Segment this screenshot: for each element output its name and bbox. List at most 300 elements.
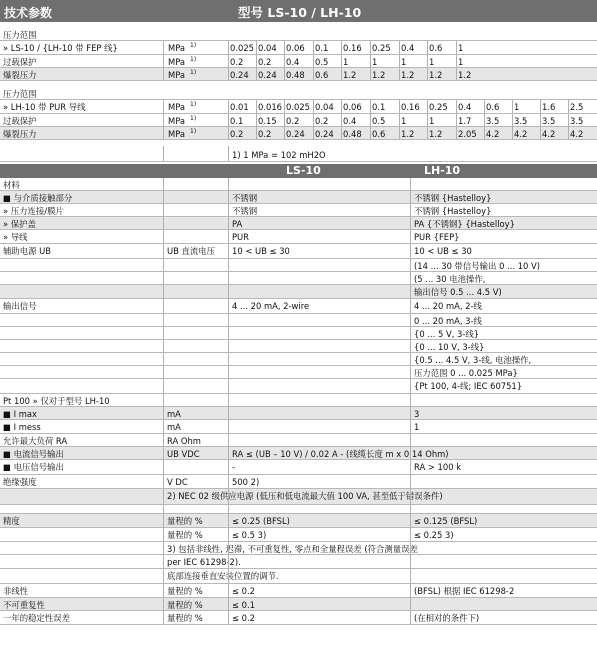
value-cell: 0.15: [258, 116, 277, 126]
spec-unit: 3) 包括非线性, 迟滞, 不可重复性, 零点和全量程误差 (符合测量误差: [167, 544, 418, 554]
spec-label: » 保护盖: [3, 219, 36, 229]
value-cell: 1.2: [343, 70, 357, 80]
pressure-row: [0, 41, 597, 55]
value-cell: 1: [372, 57, 378, 67]
cell-divider: [228, 217, 229, 229]
spec-row: [0, 340, 597, 353]
cell-divider: [228, 244, 229, 258]
cell-divider: [410, 379, 411, 393]
spec-row: [0, 272, 597, 285]
value-cell: 0.2: [286, 116, 300, 126]
cell-divider: [370, 114, 371, 126]
cell-divider: [163, 366, 164, 378]
cell-divider: [410, 447, 411, 459]
spec-unit: RA Ohm: [167, 436, 201, 446]
spec-lh-value: 输出信号 0.5 ... 4.5 V): [414, 287, 502, 297]
spec-lh-value: 不锈钢 {Hastelloy}: [414, 193, 492, 203]
cell-divider: [163, 285, 164, 298]
unit-label: MPa: [168, 102, 186, 112]
spec-row: [0, 514, 597, 528]
cell-divider: [410, 505, 411, 513]
cell-divider: [163, 420, 164, 433]
cell-divider: [228, 259, 229, 271]
cell-divider: [568, 100, 569, 113]
cell-divider: [410, 394, 411, 406]
cell-divider: [456, 100, 457, 113]
cell-divider: [228, 569, 229, 583]
cell-divider: [427, 100, 428, 113]
cell-divider: [427, 68, 428, 80]
cell-divider: [410, 611, 411, 624]
pressure-row: [0, 100, 597, 114]
footnote-row: [0, 146, 597, 162]
cell-divider: [163, 542, 164, 554]
spec-ls-value: ≤ 0.5 3): [232, 530, 267, 540]
pressure-row: [0, 68, 597, 81]
cell-divider: [399, 114, 400, 126]
spec-lh-value: 0 ... 20 mA, 3-线: [414, 316, 482, 326]
spec-unit: 量程的 %: [167, 586, 203, 596]
spec-row: [0, 611, 597, 625]
cell-divider: [484, 127, 485, 139]
value-cell: 0.24: [315, 129, 334, 139]
row-label: 过载保护: [3, 116, 37, 126]
value-cell: 2.05: [458, 129, 477, 139]
cell-divider: [410, 528, 411, 541]
row-label: » LH-10 带 PUR 导线: [3, 102, 86, 112]
cell-divider: [410, 204, 411, 216]
value-cell: 0.16: [401, 102, 420, 112]
value-cell: 0.4: [286, 57, 300, 67]
unit-label: MPa: [168, 43, 186, 53]
cell-divider: [568, 114, 569, 126]
spec-row: [0, 420, 597, 434]
spec-row: [0, 379, 597, 394]
cell-divider: [163, 379, 164, 393]
cell-divider: [284, 100, 285, 113]
spec-row: [0, 460, 597, 475]
cell-divider: [228, 394, 229, 406]
value-cell: 0.48: [286, 70, 305, 80]
cell-divider: [228, 528, 229, 541]
cell-divider: [456, 68, 457, 80]
cell-divider: [163, 41, 164, 54]
spec-row: [0, 314, 597, 327]
spec-row: [0, 191, 597, 204]
cell-divider: [410, 584, 411, 597]
cell-divider: [228, 447, 229, 459]
value-cell: 0.2: [230, 129, 244, 139]
cell-divider: [484, 100, 485, 113]
value-cell: 0.06: [343, 102, 362, 112]
cell-divider: [410, 420, 411, 433]
cell-divider: [456, 41, 457, 54]
cell-divider: [410, 407, 411, 419]
cell-divider: [410, 598, 411, 610]
value-cell: 1: [458, 43, 464, 53]
cell-divider: [427, 41, 428, 54]
cell-divider: [163, 555, 164, 568]
cell-divider: [512, 127, 513, 139]
spec-label: 一年的稳定性误差: [3, 613, 70, 623]
value-cell: 1.2: [372, 70, 386, 80]
cell-divider: [313, 114, 314, 126]
value-cell: 1.2: [401, 70, 415, 80]
spec-label: 精度: [3, 516, 20, 526]
cell-divider: [163, 528, 164, 541]
spec-row: [0, 217, 597, 230]
spec-ls-value: -: [232, 462, 236, 472]
spec-lh-value: 1: [414, 422, 420, 432]
cell-divider: [410, 475, 411, 488]
cell-divider: [163, 191, 164, 203]
cell-divider: [163, 299, 164, 313]
spec-row: [0, 366, 597, 379]
pressure-row: [0, 55, 597, 68]
cell-divider: [163, 100, 164, 113]
cell-divider: [341, 41, 342, 54]
spec-label: ■ I max: [3, 409, 37, 419]
cell-divider: [540, 114, 541, 126]
value-cell: 0.25: [372, 43, 391, 53]
value-cell: 1.2: [401, 129, 415, 139]
cell-divider: [313, 127, 314, 139]
spec-label: ■ 与介质接触部分: [3, 193, 73, 203]
cell-divider: [228, 340, 229, 352]
cell-divider: [163, 146, 164, 161]
cell-divider: [228, 475, 229, 488]
spec-row: [0, 447, 597, 460]
cell-divider: [163, 244, 164, 258]
spec-row: [0, 475, 597, 489]
cell-divider: [228, 379, 229, 393]
spec-row: [0, 353, 597, 366]
spec-lh-value: (BFSL) 根据 IEC 61298-2: [414, 586, 515, 596]
value-cell: 0.24: [258, 70, 277, 80]
cell-divider: [399, 100, 400, 113]
spec-label: 非线性: [3, 586, 29, 596]
unit-label: MPa: [168, 57, 186, 67]
value-cell: 0.24: [230, 70, 249, 80]
spec-row: [0, 407, 597, 420]
value-cell: 4.2: [542, 129, 556, 139]
row-label: 爆裂压力: [3, 70, 37, 80]
value-cell: 0.6: [372, 129, 386, 139]
cell-divider: [228, 68, 229, 80]
cell-divider: [163, 327, 164, 339]
cell-divider: [313, 100, 314, 113]
cell-divider: [284, 41, 285, 54]
spec-lh-value: 3: [414, 409, 420, 419]
spec-ls-value: ≤ 0.1: [232, 600, 255, 610]
spec-lh-value: PUR {FEP}: [414, 232, 460, 242]
footnote-mark: 1): [190, 115, 197, 122]
spec-ls-value: ≤ 0.2: [232, 613, 255, 623]
cell-divider: [163, 127, 164, 139]
value-cell: 1.6: [542, 102, 556, 112]
spec-unit: 2) NEC 02 级供应电源 (低压和低电流最大值 100 VA, 甚至低于错误条件): [167, 491, 443, 501]
cell-divider: [163, 475, 164, 488]
cell-divider: [410, 259, 411, 271]
value-cell: 4.2: [570, 129, 584, 139]
cell-divider: [512, 114, 513, 126]
value-cell: 1: [401, 116, 407, 126]
cell-divider: [410, 340, 411, 352]
spec-lh-value: 10 < UB ≤ 30: [414, 246, 472, 256]
spec-unit: 底部连接垂直安装位置的调节.: [167, 571, 279, 581]
cell-divider: [163, 204, 164, 216]
spec-unit: 量程的 %: [167, 613, 203, 623]
spec-lh-value: {0 ... 5 V, 3-线}: [414, 329, 480, 339]
cell-divider: [163, 598, 164, 610]
spec-row: [0, 542, 597, 555]
value-cell: 0.6: [486, 102, 500, 112]
col-lh-title: LH-10: [424, 164, 461, 177]
value-cell: 0.5: [315, 57, 329, 67]
spec-unit: 量程的 %: [167, 600, 203, 610]
spec-unit: UB VDC: [167, 449, 200, 459]
spec-row: [0, 299, 597, 314]
cell-divider: [341, 127, 342, 139]
cell-divider: [341, 68, 342, 80]
value-cell: 1: [343, 57, 349, 67]
cell-divider: [163, 447, 164, 459]
value-cell: 0.4: [401, 43, 415, 53]
cell-divider: [163, 489, 164, 504]
value-cell: 0.04: [258, 43, 277, 53]
cell-divider: [313, 55, 314, 67]
spec-row: [0, 505, 597, 514]
cell-divider: [228, 505, 229, 513]
spec-label: 材料: [3, 180, 20, 190]
spec-row: [0, 327, 597, 340]
value-cell: 0.04: [315, 102, 334, 112]
row-label: 过载保护: [3, 57, 37, 67]
cell-divider: [370, 100, 371, 113]
value-cell: 1: [514, 102, 520, 112]
spec-lh-value: RA > 100 k: [414, 462, 462, 472]
cell-divider: [370, 127, 371, 139]
value-cell: 0.01: [230, 102, 249, 112]
value-cell: 0.025: [286, 102, 310, 112]
spec-label: ■ 电流信号输出: [3, 449, 64, 459]
spec-label: » 导线: [3, 232, 28, 242]
cell-divider: [284, 55, 285, 67]
value-cell: 0.4: [343, 116, 357, 126]
cell-divider: [540, 100, 541, 113]
value-cell: 3.5: [542, 116, 556, 126]
cell-divider: [410, 327, 411, 339]
value-cell: 0.6: [429, 43, 443, 53]
spec-label: 允许最大负荷 RA: [3, 436, 68, 446]
spec-label: » 压力连接/膜片: [3, 206, 64, 216]
value-cell: 0.48: [343, 129, 362, 139]
cell-divider: [163, 259, 164, 271]
spec-label: 不可重复性: [3, 600, 45, 610]
value-cell: 0.1: [372, 102, 386, 112]
cell-divider: [163, 407, 164, 419]
value-cell: 3.5: [514, 116, 528, 126]
unit-label: MPa: [168, 70, 186, 80]
row-label: 压力范围: [3, 89, 37, 99]
cell-divider: [370, 41, 371, 54]
cell-divider: [228, 41, 229, 54]
cell-divider: [228, 434, 229, 446]
spec-unit: UB 直流电压: [167, 246, 216, 256]
cell-divider: [228, 230, 229, 243]
cell-divider: [410, 272, 411, 284]
cell-divider: [456, 127, 457, 139]
cell-divider: [163, 314, 164, 326]
value-cell: 0.2: [258, 57, 272, 67]
spec-row: [0, 204, 597, 217]
value-cell: 0.2: [258, 129, 272, 139]
cell-divider: [484, 114, 485, 126]
value-cell: 0.1: [230, 116, 244, 126]
spec-unit: mA: [167, 422, 181, 432]
row-label: 压力范围: [3, 30, 37, 40]
value-cell: 0.025: [230, 43, 254, 53]
cell-divider: [163, 394, 164, 406]
spec-unit: mA: [167, 409, 181, 419]
value-cell: 1: [429, 116, 435, 126]
cell-divider: [228, 514, 229, 527]
cell-divider: [456, 114, 457, 126]
cell-divider: [228, 353, 229, 365]
cell-divider: [256, 55, 257, 67]
cell-divider: [256, 127, 257, 139]
value-cell: 0.2: [315, 116, 329, 126]
value-cell: 1.2: [429, 70, 443, 80]
cell-divider: [410, 285, 411, 298]
cell-divider: [427, 55, 428, 67]
cell-divider: [228, 407, 229, 419]
pressure-row: [0, 114, 597, 127]
cell-divider: [410, 489, 411, 504]
value-cell: 4.2: [514, 129, 528, 139]
value-cell: 0.4: [458, 102, 472, 112]
spec-unit: 量程的 %: [167, 516, 203, 526]
cell-divider: [313, 68, 314, 80]
value-cell: 0.06: [286, 43, 305, 53]
cell-divider: [370, 68, 371, 80]
cell-divider: [410, 542, 411, 554]
cell-divider: [410, 460, 411, 474]
spec-lh-value: (5 ... 30 电池操作,: [414, 274, 486, 284]
footnote-mark: 1): [190, 128, 197, 135]
model-column-header: [0, 164, 597, 178]
value-cell: 1: [458, 57, 464, 67]
cell-divider: [284, 114, 285, 126]
cell-divider: [228, 420, 229, 433]
cell-divider: [399, 55, 400, 67]
cell-divider: [228, 460, 229, 474]
cell-divider: [410, 191, 411, 203]
spec-ls-value: 不锈钢: [232, 206, 258, 216]
spec-ls-value: ≤ 0.25 (BFSL): [232, 516, 290, 526]
spec-row: [0, 569, 597, 584]
model-title: 型号 LS-10 / LH-10: [238, 5, 362, 20]
cell-divider: [228, 584, 229, 597]
spec-unit: 量程的 %: [167, 530, 203, 540]
spec-lh-value: 压力范围 0 ... 0.025 MPa}: [414, 368, 518, 378]
spec-row: [0, 178, 597, 191]
cell-divider: [228, 366, 229, 378]
pressure-row: [0, 87, 597, 100]
spec-lh-value: {Pt 100, 4-线; IEC 60751}: [414, 381, 523, 391]
cell-divider: [410, 353, 411, 365]
cell-divider: [163, 114, 164, 126]
cell-divider: [228, 555, 229, 568]
spec-row: [0, 394, 597, 407]
cell-divider: [163, 178, 164, 190]
cell-divider: [410, 569, 411, 583]
cell-divider: [427, 114, 428, 126]
spec-lh-value: (14 ... 30 带信号输出 0 ... 10 V): [414, 261, 541, 271]
value-cell: 1: [429, 57, 435, 67]
value-cell: 1.2: [458, 70, 472, 80]
spec-row: [0, 285, 597, 299]
cell-divider: [427, 127, 428, 139]
cell-divider: [568, 127, 569, 139]
spec-ls-value: RA ≤ (UB – 10 V) / 0.02 A - (线缆长度 m x 0.14 Ohm): [232, 449, 449, 459]
value-cell: 1.2: [429, 129, 443, 139]
footnote-mark: 1): [190, 42, 197, 49]
cell-divider: [410, 178, 411, 190]
cell-divider: [256, 41, 257, 54]
cell-divider: [163, 230, 164, 243]
spec-ls-value: 不锈钢: [232, 193, 258, 203]
cell-divider: [456, 55, 457, 67]
unit-label: MPa: [168, 129, 186, 139]
spec-label: 输出信号: [3, 301, 37, 311]
cell-divider: [410, 514, 411, 527]
value-cell: 2.5: [570, 102, 584, 112]
footnote-mark: 1): [190, 56, 197, 63]
cell-divider: [228, 314, 229, 326]
cell-divider: [256, 114, 257, 126]
cell-divider: [284, 127, 285, 139]
cell-divider: [228, 611, 229, 624]
spec-unit: V DC: [167, 477, 188, 487]
cell-divider: [228, 327, 229, 339]
header-title: 技术参数: [4, 6, 53, 20]
cell-divider: [410, 230, 411, 243]
cell-divider: [399, 127, 400, 139]
cell-divider: [284, 68, 285, 80]
row-label: 爆裂压力: [3, 129, 37, 139]
value-cell: 0.2: [230, 57, 244, 67]
cell-divider: [163, 514, 164, 527]
spec-ls-value: PA: [232, 219, 243, 229]
value-cell: 3.5: [570, 116, 584, 126]
cell-divider: [163, 460, 164, 474]
cell-divider: [399, 41, 400, 54]
spec-label: 绝缘强度: [3, 477, 37, 487]
cell-divider: [228, 299, 229, 313]
spec-ls-value: ≤ 0.2: [232, 586, 255, 596]
spec-lh-value: 4 ... 20 mA, 2-线: [414, 301, 482, 311]
value-cell: 0.25: [429, 102, 448, 112]
value-cell: 0.1: [315, 43, 329, 53]
cell-divider: [512, 100, 513, 113]
spec-row: [0, 489, 597, 505]
cell-divider: [163, 434, 164, 446]
cell-divider: [228, 542, 229, 554]
cell-divider: [228, 272, 229, 284]
value-cell: 4.2: [486, 129, 500, 139]
footnote-mark: 1): [190, 101, 197, 108]
